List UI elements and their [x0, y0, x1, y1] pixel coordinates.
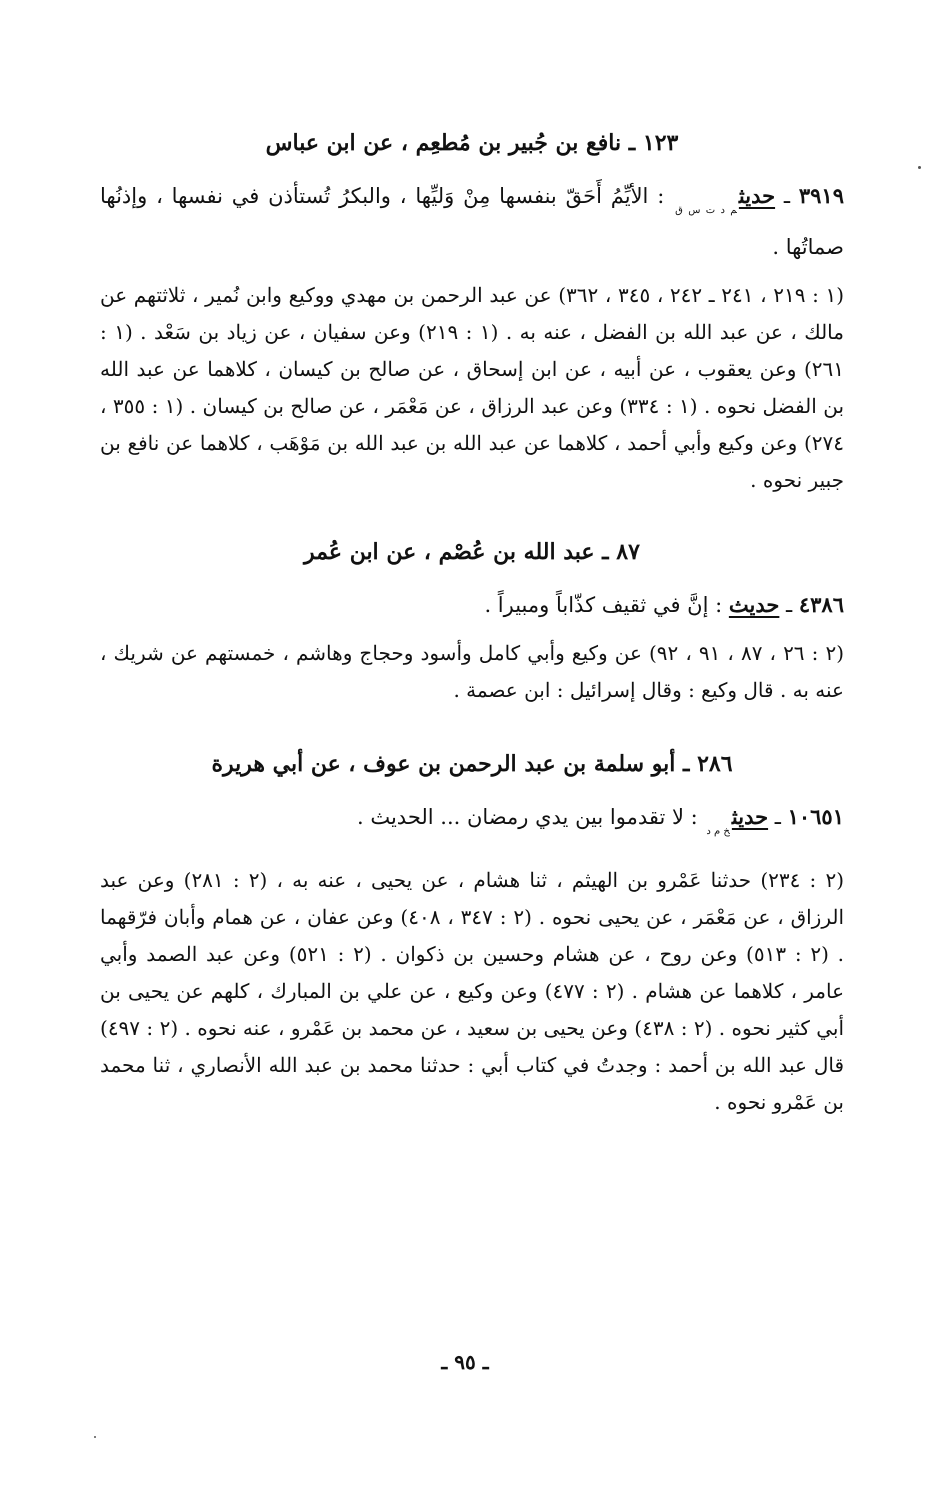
hadith-text: : لا تقدموا بين يدي رمضان ... الحديث .: [356, 805, 698, 829]
narrator-section: [100, 537, 844, 709]
narrator-section: [100, 128, 844, 499]
scan-speck: [918, 166, 921, 169]
section-heading: ٨٧ ـ عبد الله بن عُصْم ، عن ابن عُمر: [304, 539, 640, 565]
hadith-label: حديث: [731, 804, 769, 829]
hadith-number: ١٠٦٥١: [787, 804, 844, 829]
hadith-label: حديث: [728, 592, 780, 617]
hadith-label: حديث: [738, 183, 776, 208]
narrator-section: [100, 749, 844, 1121]
hadith-entry: ٣٩١٩ ـ حديث$_{م د ت س ق}$ : الأيِّمُ أَحَقّ بنفسها مِنْ وَليِّها ، والبكرُ تُستأذن في نفسها ، وإذنُها صماتُها .: [100, 183, 844, 259]
hadith-number: ٣٩١٩: [798, 183, 844, 208]
isnad-note: (١ : ٢١٩ ، ٢٤١ ـ ٢٤٢ ، ٣٤٥ ، ٣٦٢) عن عبد الرحمن بن مهدي ووكيع وابن نُمير ، ثلاثتهم عن مالك ، عن عبد الله بن الفضل ، عنه به . (١ : ٢١٩) وعن سفيان ، عن زياد بن سَعْد . (١ : ٢٦١) وعن يعقوب ، عن أبيه ، عن ابن إسحاق ، عن صالح بن كيسان ، كلاهما عن عبد الله بن الفضل نحوه . (١ : ٣٣٤) وعن عبد الرزاق ، عن مَعْمَر ، عن صالح بن كيسان . (١ : ٣٥٥ ، ٢٧٤) وعن وكيع وأبي أحمد ، كلاهما عن عبد الله بن عبد الله بن مَوْهَب ، كلاهما عن نافع بن جبير نحوه .: [100, 283, 845, 492]
isnad-note: (٢ : ٢٣٤) حدثنا عَمْرو بن الهيثم ، ثنا هشام ، عن يحيى ، عنه به ، (٢ : ٢٨١) وعن عبد الرزاق ، عن مَعْمَر ، عن يحيى نحوه . (٢ : ٣٤٧ ، ٤٠٨) وعن عفان ، عن همام وأبان فرّقهما . (٢ : ٥١٣) وعن روح ، عن هشام وحسين بن ذكوان . (٢ : ٥٢١) وعن عبد الصمد وأبي عامر ، كلاهما عن هشام . (٢ : ٤٧٧) وعن وكيع ، عن علي بن المبارك ، كلهم عن يحيى بن أبي كثير نحوه . (٢ : ٤٣٨) وعن يحيى بن سعيد ، عن محمد بن عَمْرو ، عنه نحوه . (٢ : ٤٩٧) قال عبد الله بن أحمد : وجدتُ في كتاب أبي : حدثنا محمد بن عبد الله الأنصاري ، ثنا محمد بن عَمْرو نحوه .: [100, 868, 845, 1114]
book-page: [0, 128, 930, 1503]
isnad-note: (٢ : ٢٦ ، ٨٧ ، ٩١ ، ٩٢) عن وكيع وأبي كامل وأسود وحجاج وهاشم ، خمستهم عن شريك ، عنه به . قال وكيع : وقال إسرائيل : ابن عصمة .: [100, 641, 844, 702]
hadith-entry: ٤٣٨٦ ـ حديث : إنَّ في ثقيف كذّاباً ومبيراً .: [484, 592, 844, 617]
collection-sigla: م د ت س ق: [675, 205, 737, 216]
hadith-text: : إنَّ في ثقيف كذّاباً ومبيراً .: [484, 593, 723, 617]
section-heading: ٢٨٦ ـ أبو سلمة بن عبد الرحمن بن عوف ، عن أبي هريرة: [211, 751, 733, 777]
collection-sigla: خ م د: [706, 826, 730, 837]
hadith-number: ٤٣٨٦: [798, 592, 844, 617]
hadith-text: : الأيِّمُ أَحَقّ بنفسها مِنْ وَليِّها ، والبكرُ تُستأذن في نفسها ، وإذنُها صماتُها .: [100, 184, 844, 259]
hadith-entry: ١٠٦٥١ ـ حديث$_{خ م د}$ : لا تقدموا بين يدي رمضان ... الحديث .: [356, 804, 844, 837]
section-heading: ١٢٣ ـ نافع بن جُبير بن مُطعِم ، عن ابن عباس: [265, 130, 679, 156]
page-number: ـ ٩٥ ـ: [441, 1350, 489, 1374]
scan-speck: [94, 1436, 96, 1438]
